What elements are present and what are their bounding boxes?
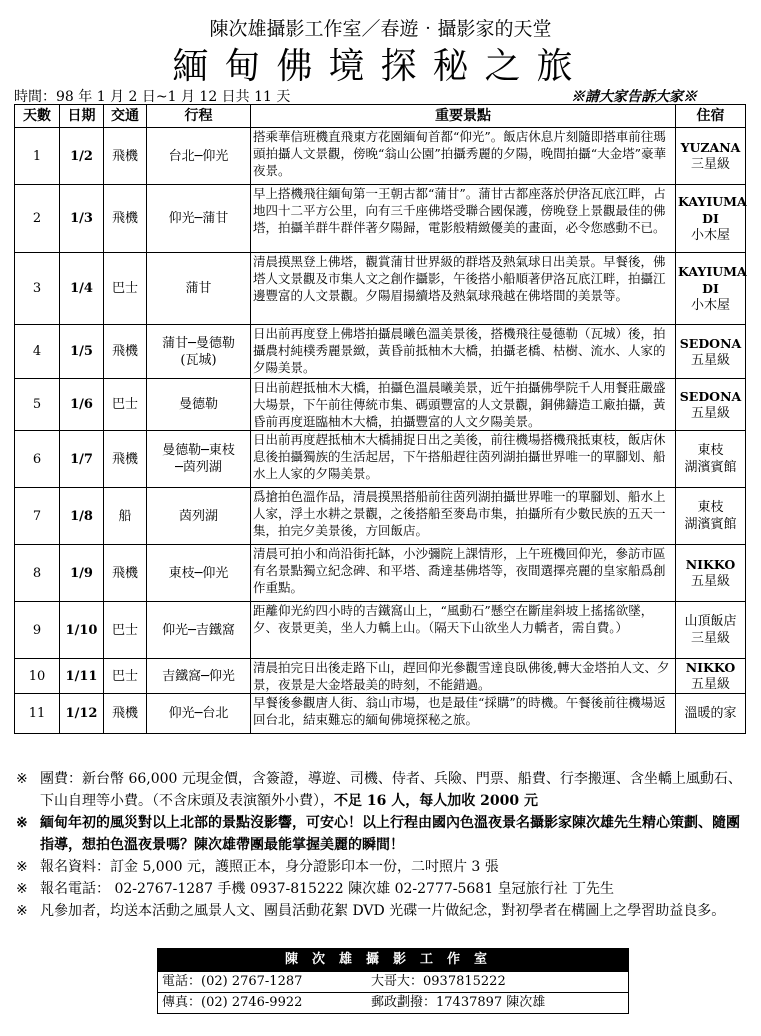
- note-marker: ※: [16, 815, 28, 831]
- note-emphasis: 不足 16 人，每人加收 2000 元: [334, 793, 538, 809]
- route-cell: 仰光─吉鐵窩: [147, 602, 251, 659]
- page-title: 緬甸佛境探秘之旅: [172, 46, 589, 87]
- table-row: [15, 253, 746, 325]
- hotel-grade: 三星級: [690, 157, 730, 172]
- note-item: [16, 768, 746, 812]
- slogan: ※請大家告訴大家※: [571, 89, 697, 105]
- date-cell: 1/11: [60, 659, 104, 694]
- lodging-cell: [676, 253, 746, 325]
- day-cell: 5: [15, 379, 60, 431]
- table-row: [15, 325, 746, 379]
- hotel-grade: 東枝 湖濱賓館: [684, 500, 737, 532]
- note-body: 團費：新台幣 66,000 元現金價，含簽證，導遊、司機、侍者、兵險、門票、船費、行李搬運、含坐轎上風動石、下山自理等小費。（不含床頭及表演額外小費），: [40, 771, 742, 809]
- description-cell: 搭乘華信班機直飛東方花園緬甸首都“仰光”。飯店休息片刻隨即搭車前往瑪頭拍攝人文景觀，傍晚“翁山公園”拍攝秀麗的夕陽，晚間拍攝“大金塔”豪華夜景。: [251, 128, 676, 185]
- note-marker: ※: [16, 881, 28, 897]
- date-cell: 1/5: [60, 325, 104, 379]
- date-cell: 1/12: [60, 694, 104, 734]
- hotel-name: KAYIUMA DI: [678, 194, 747, 226]
- table-row: [15, 185, 746, 253]
- route-cell: 蒲甘─曼德勒 (瓦城): [147, 325, 251, 379]
- description-cell: 清晨拍完日出後走路下山，趕回仰光參觀雪達良臥佛後,轉大金塔拍人文、夕景，夜景是大金塔最美的時刻，不能錯過。: [251, 659, 676, 694]
- transport-cell: 巴士: [104, 602, 147, 659]
- route-cell: 台北─仰光: [147, 128, 251, 185]
- date-cell: 1/3: [60, 185, 104, 253]
- date-cell: 1/4: [60, 253, 104, 325]
- day-cell: 1: [15, 128, 60, 185]
- table-row: [15, 488, 746, 545]
- hotel-grade: 溫暖的家: [684, 706, 737, 721]
- lodging-cell: [676, 325, 746, 379]
- column-header: 天數: [15, 105, 60, 128]
- lodging-cell: [676, 431, 746, 488]
- day-cell: 7: [15, 488, 60, 545]
- transport-cell: 飛機: [104, 545, 147, 602]
- table-row: [15, 602, 746, 659]
- transport-cell: 巴士: [104, 659, 147, 694]
- column-header: 交通: [104, 105, 147, 128]
- note-marker: ※: [16, 771, 28, 787]
- description-cell: 距離仰光約四小時的吉鐵窩山上，“風動石”懸空在斷崖斜坡上搖搖欲墜，夕、夜景更美，坐人力轎上山。（隔天下山欲坐人力轎者，需自費。）: [251, 602, 676, 659]
- column-header: 住宿: [676, 105, 746, 128]
- note-item: [16, 878, 746, 900]
- transport-cell: 飛機: [104, 431, 147, 488]
- hotel-name: NIKKO: [685, 660, 736, 675]
- hotel-name: YUZANA: [680, 140, 741, 155]
- hotel-name: SEDONA: [679, 388, 742, 404]
- transport-cell: 飛機: [104, 694, 147, 734]
- date-cell: 1/9: [60, 545, 104, 602]
- hotel-name: KAYIUMA DI: [678, 264, 747, 296]
- day-cell: 3: [15, 253, 60, 325]
- lodging-cell: [676, 659, 746, 694]
- description-cell: 日出前趕抵柚木大橋，拍攝色溫晨曦美景，近午拍攝佛學院千人用餐莊嚴盛大場景，下午前往傳統市集、碼頭豐富的人文景觀，銅佛鑄造工廠拍攝，黃昏前再度逛臨柚木大橋，拍攝豐富的人文夕陽美景。: [251, 379, 676, 431]
- day-cell: 4: [15, 325, 60, 379]
- hotel-grade: 小木屋: [690, 228, 730, 243]
- route-cell: 曼德勒─東枝 ─茵列湖: [147, 431, 251, 488]
- description-cell: 早餐後參觀唐人街、翁山市場，也是最佳“採購”的時機。午餐後前往機場返回台北，結束難忘的緬甸佛境探秘之旅。: [251, 694, 676, 734]
- lodging-cell: [676, 379, 746, 431]
- day-cell: 10: [15, 659, 60, 694]
- day-cell: 6: [15, 431, 60, 488]
- table-row: [15, 694, 746, 734]
- description-cell: 日出前再度登上佛塔拍攝晨曦色溫美景後，搭機飛往曼德勒（瓦城）後，拍攝農村純樸秀麗景緻，黃昏前抵柚木大橋，拍攝老橋、枯樹、流水、人家的夕陽美景。: [251, 325, 676, 379]
- mobile-number: 大哥大：0937815222: [371, 974, 506, 989]
- date-cell: 1/10: [60, 602, 104, 659]
- note-text: [40, 768, 746, 812]
- column-header: 重要景點: [251, 105, 676, 128]
- notes: [16, 768, 746, 922]
- column-header: 日期: [60, 105, 104, 128]
- table-row: [15, 379, 746, 431]
- lodging-cell: [676, 128, 746, 185]
- transport-cell: 飛機: [104, 185, 147, 253]
- note-marker: ※: [16, 859, 28, 875]
- description-cell: 早上搭機飛往緬甸第一王朝古都“蒲甘”。蒲甘古都座落於伊洛瓦底江畔，占地四十二平方公里，向有三千座佛塔受聯合國保護，傍晚登上景觀最佳的佛塔，拍攝羊群牛群伴著夕陽歸，電影般精緻優美的畫面，必令您感動不已。: [251, 185, 676, 253]
- table-row: [15, 431, 746, 488]
- phone-number: 電話：(02) 2767-1287: [162, 974, 303, 989]
- transport-cell: 巴士: [104, 253, 147, 325]
- day-cell: 8: [15, 545, 60, 602]
- note-body: 報名電話： 02-2767-1287 手機 0937-815222 陳次雄 02-2777-5681 皇冠旅行社 丁先生: [40, 881, 615, 897]
- contact-heading: 陳次雄攝影工作室: [158, 949, 628, 971]
- hotel-grade: 五星級: [690, 677, 730, 692]
- trip-dates: 時間：98 年 1 月 2 日~1 月 12 日共 11 天: [14, 89, 291, 105]
- note-body: 凡參加者，均送本活動之風景人文、團員活動花絮 DVD 光碟一片做紀念，對初學者在構圖上之學習助益良多。: [40, 903, 726, 919]
- route-cell: 曼德勒: [147, 379, 251, 431]
- date-cell: 1/8: [60, 488, 104, 545]
- contact-box: [157, 948, 629, 1014]
- hotel-name: NIKKO: [685, 557, 736, 572]
- column-header: 行程: [147, 105, 251, 128]
- description-cell: 清晨摸黑登上佛塔，觀賞蒲甘世界級的群塔及熱氣球日出美景。早餐後，佛塔人文景觀及市集人文之創作攝影，午後搭小船順著伊洛瓦底江畔，拍攝江邊豐富的人文景觀。夕陽眉揚續塔及熱氣球飛越在佛塔間的美景等。: [251, 253, 676, 325]
- description-cell: 清晨可拍小和尚沿街托缽，小沙彌院上課情形，上午班機回仰光，參訪市區有名景點獨立紀念碑、和平塔、喬達基佛塔等，夜間選擇亮麗的皇家船爲創作重點。: [251, 545, 676, 602]
- hotel-grade: 東枝 湖濱賓館: [684, 443, 737, 475]
- transport-cell: 巴士: [104, 379, 147, 431]
- table-header-row: [15, 105, 746, 128]
- lodging-cell: [676, 602, 746, 659]
- transport-cell: 飛機: [104, 325, 147, 379]
- date-cell: 1/7: [60, 431, 104, 488]
- route-cell: 蒲甘: [147, 253, 251, 325]
- note-text: [40, 856, 499, 878]
- route-cell: 茵列湖: [147, 488, 251, 545]
- hotel-grade: 五星級: [690, 405, 730, 421]
- note-text: [40, 878, 614, 900]
- fax-number: 傳真：(02) 2746-9922: [162, 995, 303, 1010]
- table-row: [15, 128, 746, 185]
- route-cell: 仰光─台北: [147, 694, 251, 734]
- note-marker: ※: [16, 903, 28, 919]
- day-cell: 11: [15, 694, 60, 734]
- transport-cell: 飛機: [104, 128, 147, 185]
- description-cell: 爲搶拍色溫作品，清晨摸黑搭船前往茵列湖拍攝世界唯一的單腳划、船水上人家，浮土水耕之景觀，之後搭船至麥島市集，拍攝所有少數民族的五天一集，拍完夕美景後，方回飯店。: [251, 488, 676, 545]
- contact-row: [158, 992, 628, 1013]
- subtitle: 陳次雄攝影工作室／春遊‧攝影家的天堂: [209, 18, 552, 40]
- note-body: 報名資料：訂金 5,000 元，護照正本，身分證影印本一份，二吋照片 3 張: [40, 859, 499, 875]
- hotel-name: SEDONA: [679, 335, 742, 351]
- hotel-grade: 五星級: [690, 352, 730, 368]
- note-text: [40, 812, 746, 856]
- transport-cell: 船: [104, 488, 147, 545]
- postal-account: 郵政劃撥：17437897 陳次雄: [371, 995, 546, 1010]
- day-cell: 2: [15, 185, 60, 253]
- lodging-cell: [676, 545, 746, 602]
- route-cell: 東枝─仰光: [147, 545, 251, 602]
- date-cell: 1/2: [60, 128, 104, 185]
- contact-row: [158, 971, 628, 992]
- note-item: [16, 900, 746, 922]
- route-cell: 吉鐵窩─仰光: [147, 659, 251, 694]
- route-cell: 仰光─蒲甘: [147, 185, 251, 253]
- table-row: [15, 659, 746, 694]
- note-body: 緬甸年初的風災對以上北部的景點沒影響，可安心！以上行程由國內色溫夜景名攝影家陳次雄先生精心策劃、隨團指導，想拍色溫夜景嗎？陳次雄帶團最能掌握美麗的瞬間！: [40, 815, 740, 853]
- note-item: [16, 856, 746, 878]
- note-item: [16, 812, 746, 856]
- note-text: [40, 900, 725, 922]
- lodging-cell: [676, 488, 746, 545]
- hotel-grade: 小木屋: [690, 298, 730, 313]
- day-cell: 9: [15, 602, 60, 659]
- date-cell: 1/6: [60, 379, 104, 431]
- lodging-cell: [676, 694, 746, 734]
- description-cell: 日出前再度趕抵柚木大橋捕捉日出之美後，前往機場搭機飛抵東枝，飯店休息後拍攝獨族的生活起居，下午搭船趕往茵列湖拍攝世界唯一的單腳划、船水上人家的夕陽美景。: [251, 431, 676, 488]
- table-row: [15, 545, 746, 602]
- hotel-grade: 山頂飯店 三星級: [684, 614, 737, 646]
- itinerary-table: [14, 104, 746, 734]
- hotel-grade: 五星級: [690, 574, 730, 589]
- lodging-cell: [676, 185, 746, 253]
